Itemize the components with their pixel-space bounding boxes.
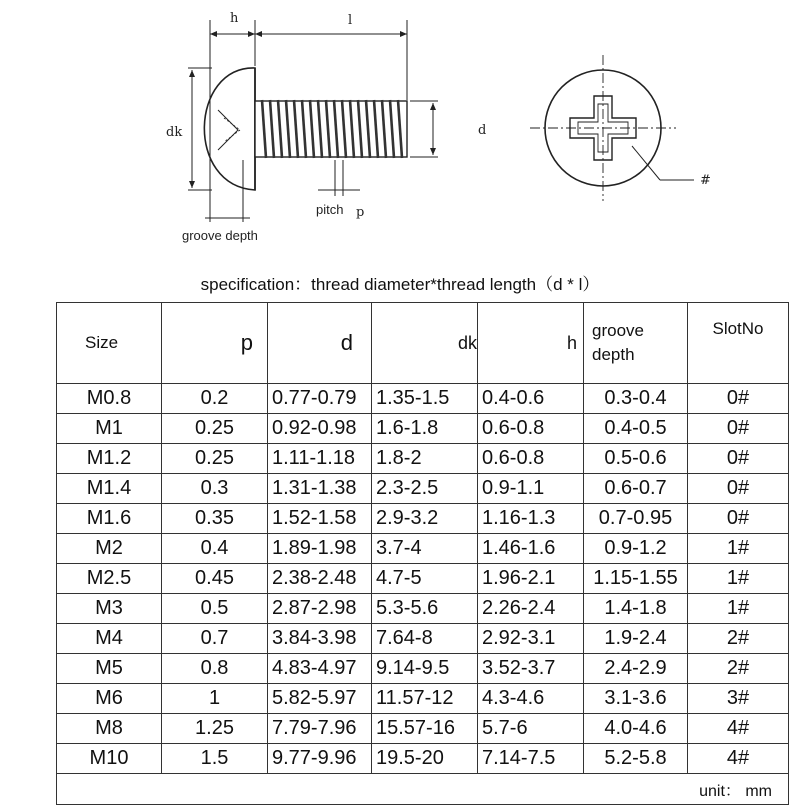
cell-gd: 5.2-5.8 — [584, 744, 688, 774]
cell-dk: 15.57-16 — [372, 714, 478, 744]
cell-dk: 1.6-1.8 — [372, 414, 478, 444]
cell-dk: 5.3-5.6 — [372, 594, 478, 624]
screw-side-view — [204, 68, 407, 190]
cell-gd: 0.9-1.2 — [584, 534, 688, 564]
cell-slot: 0# — [688, 474, 789, 504]
cell-slot: 1# — [688, 564, 789, 594]
header-size: Size — [57, 303, 162, 384]
cell-dk: 9.14-9.5 — [372, 654, 478, 684]
table-row — [57, 504, 789, 534]
table-row — [57, 474, 789, 504]
label-groove-depth: groove depth — [182, 228, 258, 243]
table-row — [57, 564, 789, 594]
cell-slot: 4# — [688, 714, 789, 744]
label-h: h — [230, 11, 239, 26]
cell-h: 1.16-1.3 — [478, 504, 584, 534]
cell-h: 3.52-3.7 — [478, 654, 584, 684]
cell-p: 0.25 — [162, 444, 268, 474]
cell-d: 9.77-9.96 — [268, 744, 372, 774]
unit-note: unit： mm — [57, 774, 789, 805]
cell-d: 1.52-1.58 — [268, 504, 372, 534]
specification-line: specification：thread diameter*thread length（d * l） — [200, 275, 600, 294]
cell-p: 1.25 — [162, 714, 268, 744]
cell-size: M5 — [57, 654, 162, 684]
cell-h: 2.92-3.1 — [478, 624, 584, 654]
cell-p: 0.45 — [162, 564, 268, 594]
cell-d: 0.92-0.98 — [268, 414, 372, 444]
cell-d: 7.79-7.96 — [268, 714, 372, 744]
cell-h: 4.3-4.6 — [478, 684, 584, 714]
cell-p: 0.35 — [162, 504, 268, 534]
cell-size: M1.4 — [57, 474, 162, 504]
cell-dk: 2.9-3.2 — [372, 504, 478, 534]
cell-p: 0.4 — [162, 534, 268, 564]
label-dk: dk — [166, 125, 183, 140]
screw-dimension-diagram — [0, 0, 800, 260]
cell-p: 1 — [162, 684, 268, 714]
header-d: d — [268, 303, 372, 384]
table-row — [57, 444, 789, 474]
label-pitch: pitch — [316, 202, 344, 217]
cell-gd: 1.15-1.55 — [584, 564, 688, 594]
cell-d: 4.83-4.97 — [268, 654, 372, 684]
cell-h: 0.9-1.1 — [478, 474, 584, 504]
table-row — [57, 684, 789, 714]
cell-p: 0.2 — [162, 384, 268, 414]
header-dk: dk — [372, 303, 478, 384]
cell-p: 0.3 — [162, 474, 268, 504]
table-row — [57, 414, 789, 444]
cell-d: 3.84-3.98 — [268, 624, 372, 654]
table-header-row — [57, 303, 789, 384]
cell-h: 0.6-0.8 — [478, 444, 584, 474]
cell-gd: 0.4-0.5 — [584, 414, 688, 444]
header-p: p — [162, 303, 268, 384]
cell-h: 1.96-2.1 — [478, 564, 584, 594]
screw-top-view — [530, 55, 694, 201]
cell-d: 2.38-2.48 — [268, 564, 372, 594]
label-p: p — [356, 205, 365, 220]
cell-h: 2.26-2.4 — [478, 594, 584, 624]
cell-size: M1 — [57, 414, 162, 444]
table-row — [57, 534, 789, 564]
cell-h: 7.14-7.5 — [478, 744, 584, 774]
cell-size: M1.6 — [57, 504, 162, 534]
table-row — [57, 624, 789, 654]
cell-slot: 1# — [688, 534, 789, 564]
table-row — [57, 654, 789, 684]
cell-d: 2.87-2.98 — [268, 594, 372, 624]
header-slot-no: SlotNo — [688, 303, 789, 384]
table-row — [57, 594, 789, 624]
cell-size: M4 — [57, 624, 162, 654]
cell-dk: 1.35-1.5 — [372, 384, 478, 414]
cell-d: 1.11-1.18 — [268, 444, 372, 474]
cell-slot: 2# — [688, 654, 789, 684]
cell-dk: 11.57-12 — [372, 684, 478, 714]
cell-gd: 0.6-0.7 — [584, 474, 688, 504]
cell-gd: 0.5-0.6 — [584, 444, 688, 474]
header-h: h — [478, 303, 584, 384]
cell-slot: 2# — [688, 624, 789, 654]
cell-p: 0.5 — [162, 594, 268, 624]
cell-gd: 3.1-3.6 — [584, 684, 688, 714]
cell-h: 5.7-6 — [478, 714, 584, 744]
cell-dk: 1.8-2 — [372, 444, 478, 474]
label-d: d — [478, 123, 487, 138]
cell-dk: 19.5-20 — [372, 744, 478, 774]
cell-p: 0.25 — [162, 414, 268, 444]
cell-size: M2 — [57, 534, 162, 564]
cell-d: 1.89-1.98 — [268, 534, 372, 564]
label-l: l — [348, 13, 353, 28]
cell-slot: 3# — [688, 684, 789, 714]
label-slot: # — [700, 173, 711, 188]
table-row — [57, 384, 789, 414]
cell-h: 0.6-0.8 — [478, 414, 584, 444]
header-groove-line1: groove — [592, 321, 644, 340]
cell-slot: 1# — [688, 594, 789, 624]
cell-d: 5.82-5.97 — [268, 684, 372, 714]
cell-gd: 4.0-4.6 — [584, 714, 688, 744]
header-groove-depth — [584, 303, 688, 384]
cell-p: 0.8 — [162, 654, 268, 684]
cell-slot: 0# — [688, 384, 789, 414]
cell-d: 0.77-0.79 — [268, 384, 372, 414]
cell-slot: 0# — [688, 444, 789, 474]
spec-table — [56, 302, 789, 805]
cell-gd: 0.7-0.95 — [584, 504, 688, 534]
header-groove-line2: depth — [592, 345, 635, 364]
cell-size: M1.2 — [57, 444, 162, 474]
cell-dk: 2.3-2.5 — [372, 474, 478, 504]
cell-size: M3 — [57, 594, 162, 624]
cell-slot: 4# — [688, 744, 789, 774]
cell-slot: 0# — [688, 414, 789, 444]
cell-gd: 1.4-1.8 — [584, 594, 688, 624]
table-row — [57, 744, 789, 774]
cell-dk: 3.7-4 — [372, 534, 478, 564]
cell-h: 0.4-0.6 — [478, 384, 584, 414]
cell-slot: 0# — [688, 504, 789, 534]
cell-dk: 7.64-8 — [372, 624, 478, 654]
cell-gd: 0.3-0.4 — [584, 384, 688, 414]
table-row — [57, 714, 789, 744]
cell-d: 1.31-1.38 — [268, 474, 372, 504]
cell-h: 1.46-1.6 — [478, 534, 584, 564]
cell-dk: 4.7-5 — [372, 564, 478, 594]
cell-size: M2.5 — [57, 564, 162, 594]
cell-size: M10 — [57, 744, 162, 774]
cell-size: M8 — [57, 714, 162, 744]
cell-p: 0.7 — [162, 624, 268, 654]
cell-p: 1.5 — [162, 744, 268, 774]
cell-size: M6 — [57, 684, 162, 714]
cell-gd: 2.4-2.9 — [584, 654, 688, 684]
cell-gd: 1.9-2.4 — [584, 624, 688, 654]
cell-size: M0.8 — [57, 384, 162, 414]
